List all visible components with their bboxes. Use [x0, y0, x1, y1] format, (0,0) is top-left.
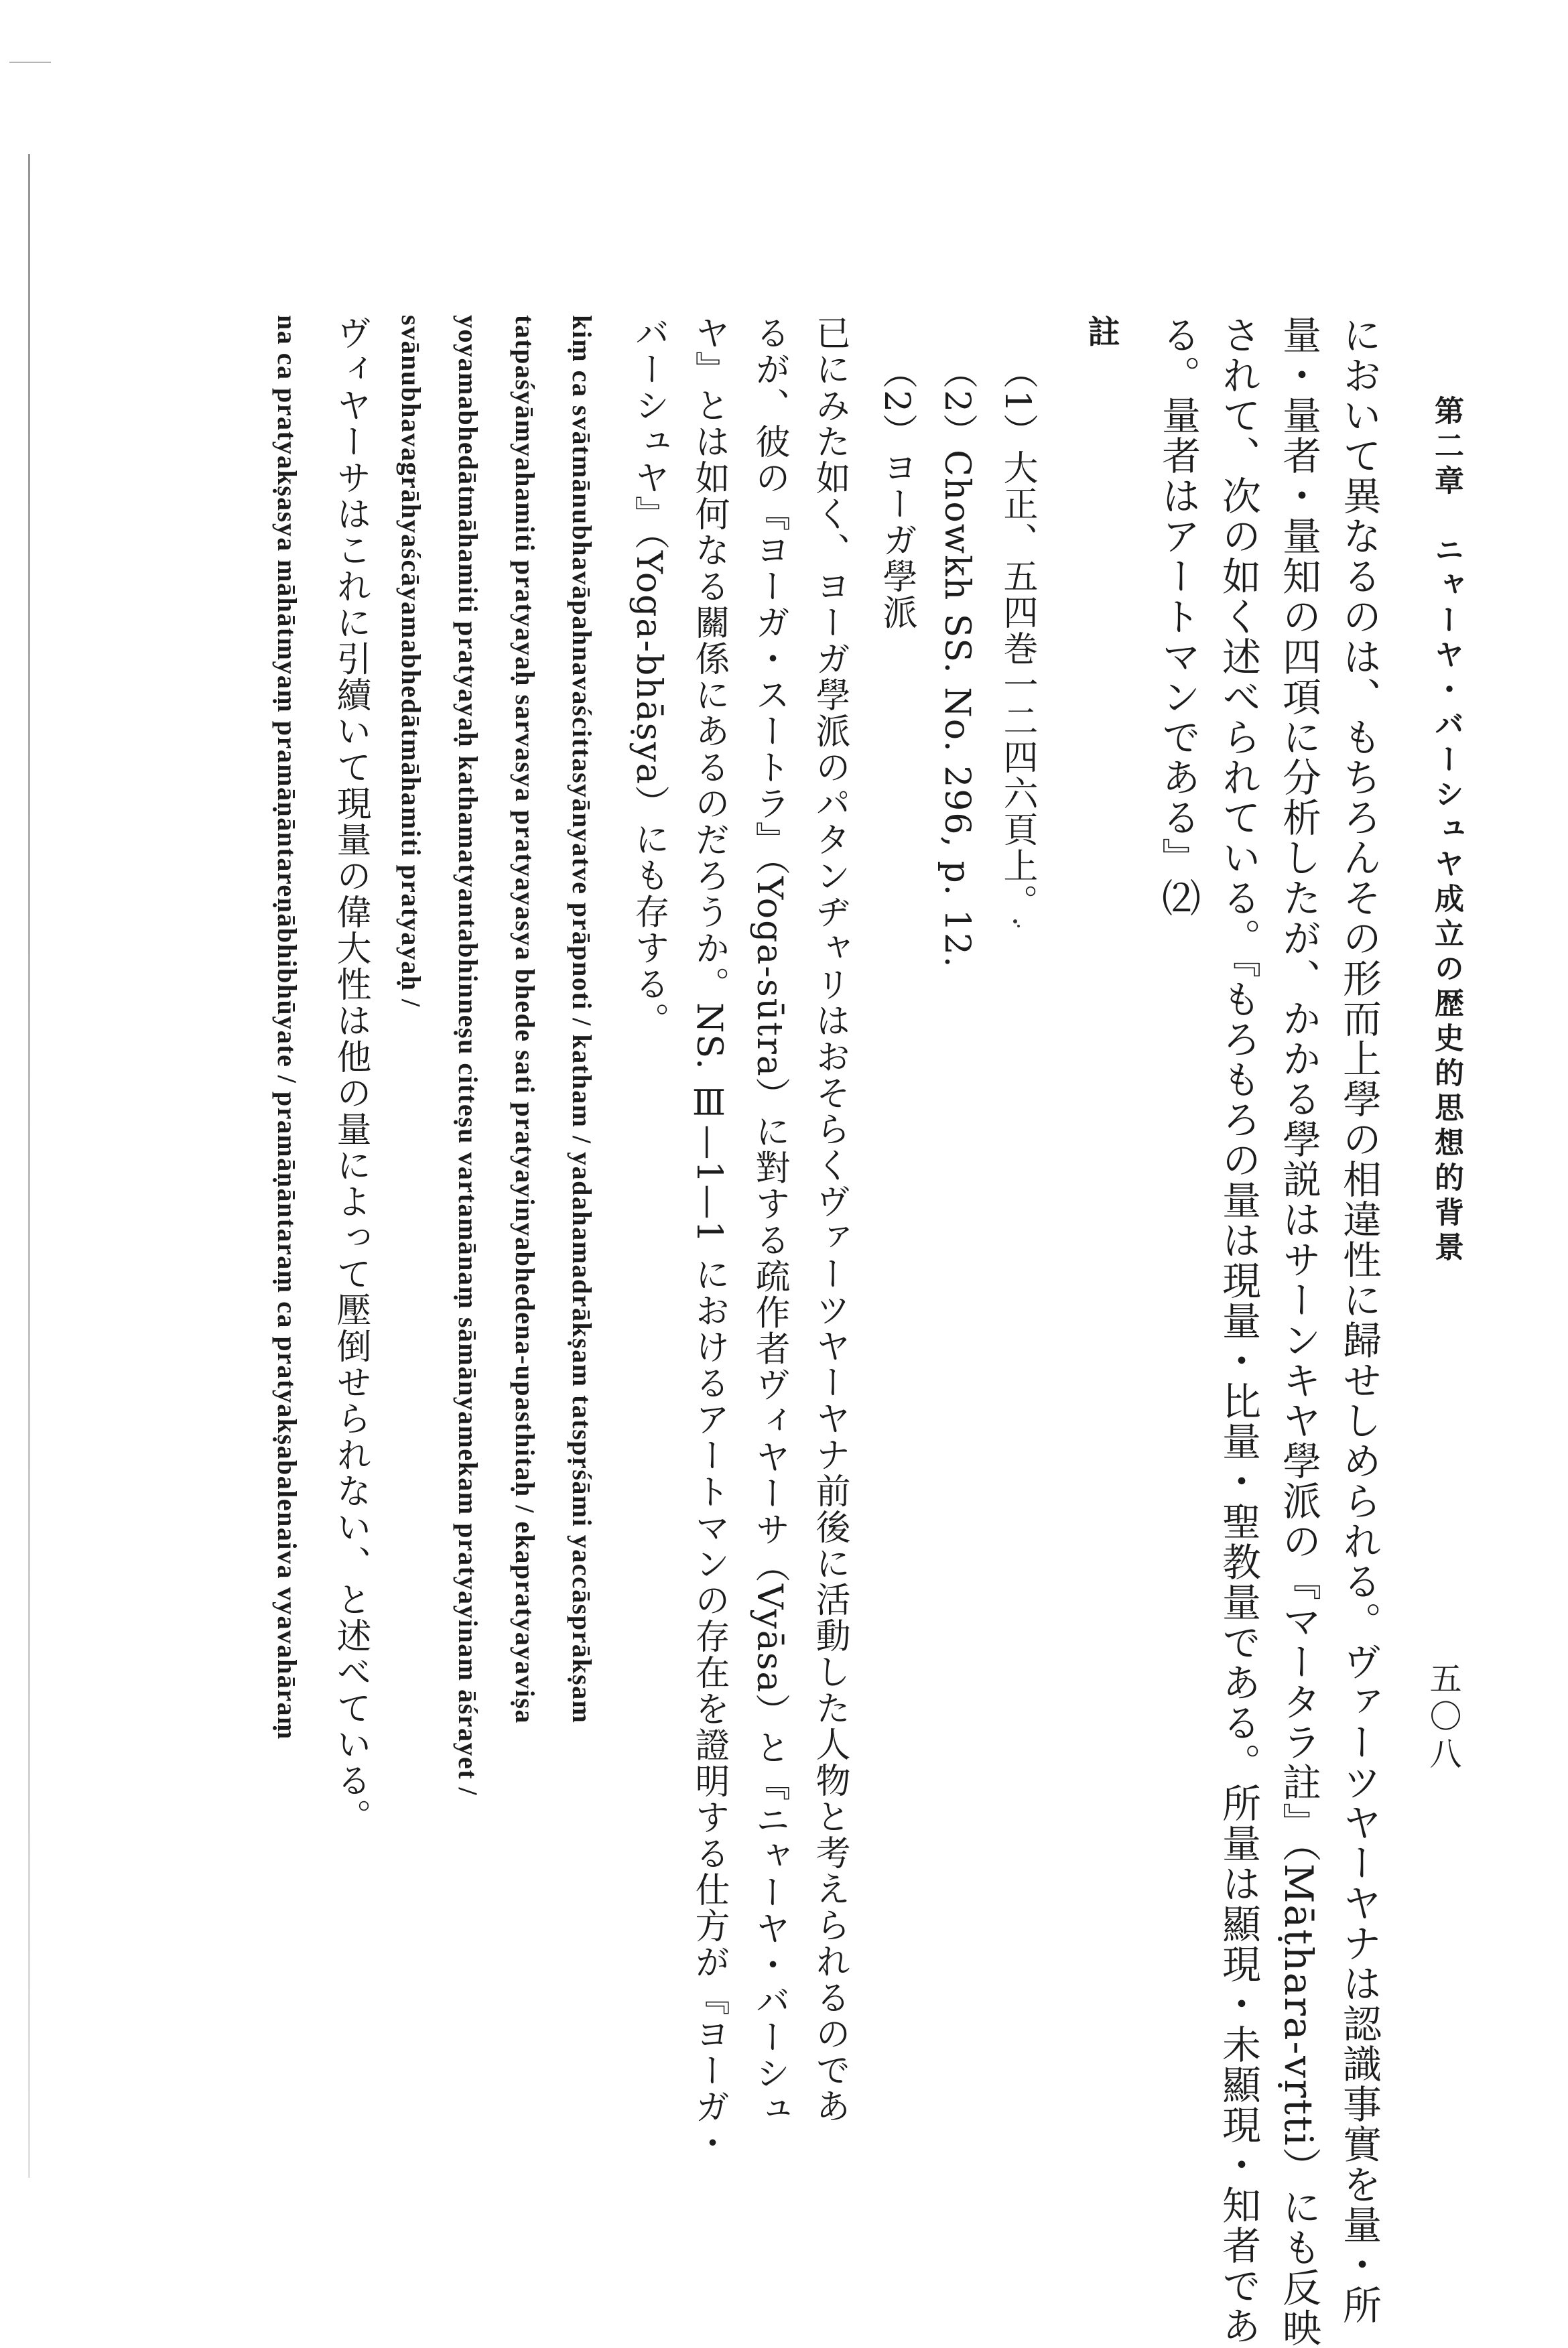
note-section-heading: （2）ヨーガ學派 [876, 354, 917, 631]
sanskrit-quote-line: yoyamabhedātmāhamiti pratyayaḥ kathamatyantabhinneṣu citteṣu vartamānaṃ sāmānyamekam pratyayinam āśrayet / [453, 315, 483, 1797]
body-line: されて、次の如く述べられている。『もろもろの量は現量・比量・聖教量である。所量は顯現・未顯現・知者であ [1216, 315, 1261, 2346]
note-line: 已にみた如く、ヨーガ學派のパタンヂャリはおそらくヴァーツヤーヤナ前後に活動した人物と考えられるのであ [809, 315, 850, 2124]
chapter-header: 第二章 ニャーヤ・バーシュヤ成立の歴史的思想的背景 [1429, 395, 1463, 1266]
margin-dash-mark [9, 62, 51, 63]
sanskrit-quote-line: na ca pratyakṣasya māhātmyaṃ pramāṇāntareṇābhibhūyate / pramāṇāntaraṃ ca pratyakṣabalenaiva vyavahāraṃ [272, 315, 302, 1740]
note-line: ヤ』とは如何なる關係にあるのだろうか。NS. Ⅲ—1—1 におけるアートマンの存在を證明する仕方が『ヨーガ・ [689, 315, 729, 2162]
body-line: 量・量者・量知の四項に分析したが、かかる學説はサーンキヤ學派の『マータラ註』（Māṭhara-vṛtti）にも反映 [1276, 315, 1321, 2348]
note-line: （2）Chowkh SS. No. 296, p. 12. [937, 354, 977, 969]
scan-margin-edge [28, 154, 30, 2178]
body-line: において異なるのは、もちろんその形而上學の相違性に歸せしめられる。ヴァーツヤーヤナは認識事實を量・所 [1336, 315, 1382, 2325]
note-line: ヴィヤーサはこれに引續いて現量の偉大性は他の量によって壓倒せられない、と述べている。 [330, 315, 371, 1835]
notes-heading: 註 [1082, 315, 1120, 348]
note-line: るが、彼の『ヨーガ・スートラ』（Yoga-sūtra）に對する疏作者ヴィヤーサ（Vyāsa）と『ニャーヤ・バーシュ [749, 315, 789, 2128]
sanskrit-quote-line: tatpaśyāmyahamiti pratyayaḥ sarvasya pratyayasya bhede sati pratyayinyabhedena-upasthitaḥ / ekapratyayaviṣa [510, 315, 540, 1724]
sanskrit-quote-line: kiṃ ca svātmānubhavāpahnavaścittasyānyatve prāpnoti / katham / yadahamadrākṣam tatspṛśāmi yaccāsprākṣam [567, 315, 597, 1724]
note-line: バーシュヤ』（Yoga-bhāṣya）にも存する。 [629, 315, 669, 1039]
page-number: 五〇八 [1424, 1662, 1461, 1774]
note-line: （1）大正、五四巻一二四六頁上。 [997, 354, 1037, 921]
page-body [201, 315, 1387, 2348]
body-line: る。量者はアートマンである』⑵ [1155, 315, 1201, 918]
sanskrit-quote-line: svānubhavagrāhyaścāyamabhedātmāhamiti pratyayaḥ / [396, 315, 426, 1008]
